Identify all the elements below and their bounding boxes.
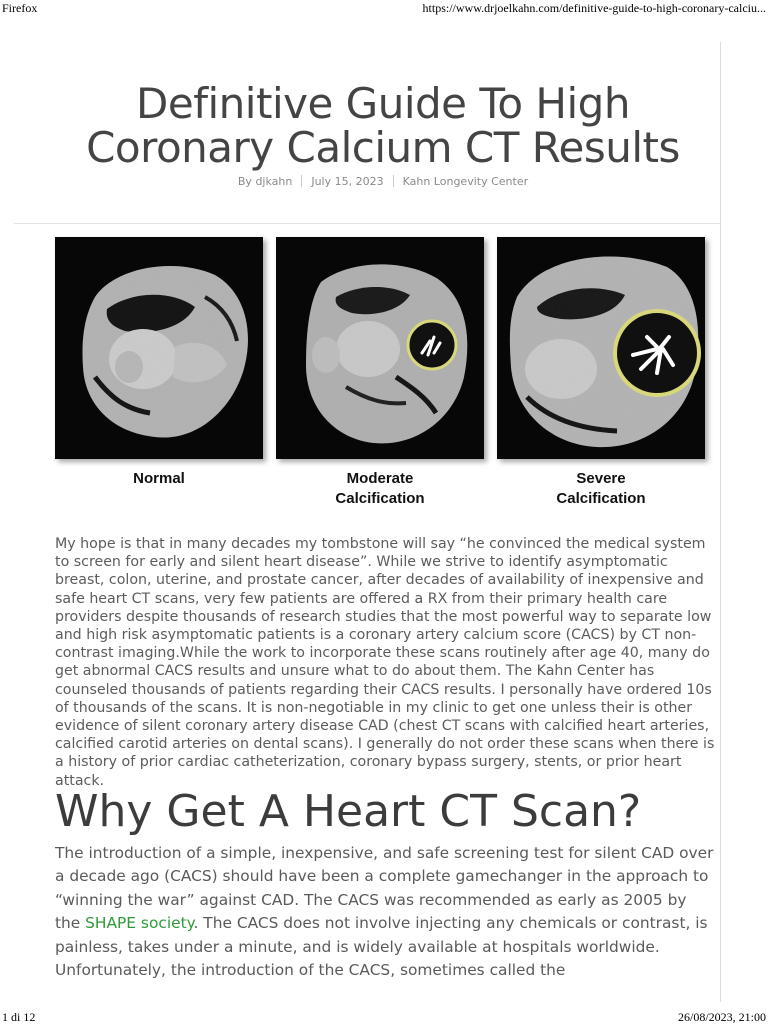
calcium-ct-figure [55,237,707,517]
print-footer [0,1008,768,1024]
post-date[interactable]: July 15, 2023 [311,175,384,188]
print-header [0,0,768,16]
ct-scan-normal-image [55,237,263,459]
page-url[interactable]: https://www.drjoelkahn.com/definitive-guide-to-high-coronary-calciu... [422,1,766,15]
caption-moderate [276,469,484,509]
section-paragraph [55,842,715,982]
print-datetime: 26/08/2023, 21:00 [677,1010,766,1024]
post-category[interactable]: Kahn Longevity Center [402,175,529,188]
section-heading: Why Get A Heart CT Scan? [55,786,642,837]
intro-paragraph: My hope is that in many decades my tombstone will say “he convinced the medical system to screen for early and silent heart disease”. While we strive to identify asymptomatic breast, colon, uterine, and prostate cancer, after decades of availability of inexpensive and safe heart CT scans, very few patients are offered a RX from their primary health care providers despite thousands of research studies that the most powerful way to separate low and high risk asymptomatic patients is a coronary artery calcium score (CACS) by CT non-contrast imaging.While the work to incorporate these scans routinely after age 40, many do get abnormal CACS results and unsure what to do about them. The Kahn Center has counseled thousands of patients regarding their CACS results. I personally have ordered 10s of thousands of the scans. It is non-negotiable in my clinic to get one unless their is other evidence of silent coronary artery disease CAD (chest CT scans with calcified heart arteries, calcified carotid arteries on dental scans). I generally do not order these scans when there is a history of prior cardiac catheterization, coronary bypass surgery, stents, or prior heart attack. [55,536,715,789]
meta-divider [301,175,302,187]
caption-moderate-line1: Moderate [346,470,414,487]
shape-society-link[interactable]: SHAPE society [85,914,194,933]
title-line-2: Coronary Calcium CT Results [86,123,680,172]
browser-name: Firefox [2,1,38,15]
caption-severe-line2: Calcification [556,490,646,507]
caption-moderate-line2: Calcification [335,490,425,507]
caption-severe [497,469,705,509]
post-meta [40,175,726,188]
caption-normal-line1: Normal [133,470,185,487]
meta-divider [393,175,394,187]
page-number: 1 di 12 [2,1010,36,1024]
section-text-after-link: . The CACS does not involve injecting any chemicals or contrast, is painless, takes under a minute, and is widely available at hospitals worldwide. Unfortunately, the introduction of the CACS, sometimes called the [55,914,708,980]
page-title [40,79,726,172]
caption-severe-line1: Severe [576,470,626,487]
caption-normal [55,469,263,489]
post-author[interactable]: By djkahn [237,175,293,188]
ct-scan-severe-image [497,237,705,459]
title-line-1: Definitive Guide To High [136,79,630,128]
section-text-before-link: The introduction of a simple, inexpensive, and safe screening test for silent CAD over a decade ago (CACS) should have been a complete gamechanger in the approach to “winning the war” against CAD. The CACS was recommended as early as 2005 by the [55,844,714,933]
header-divider [14,223,720,224]
ct-scan-moderate-image [276,237,484,459]
